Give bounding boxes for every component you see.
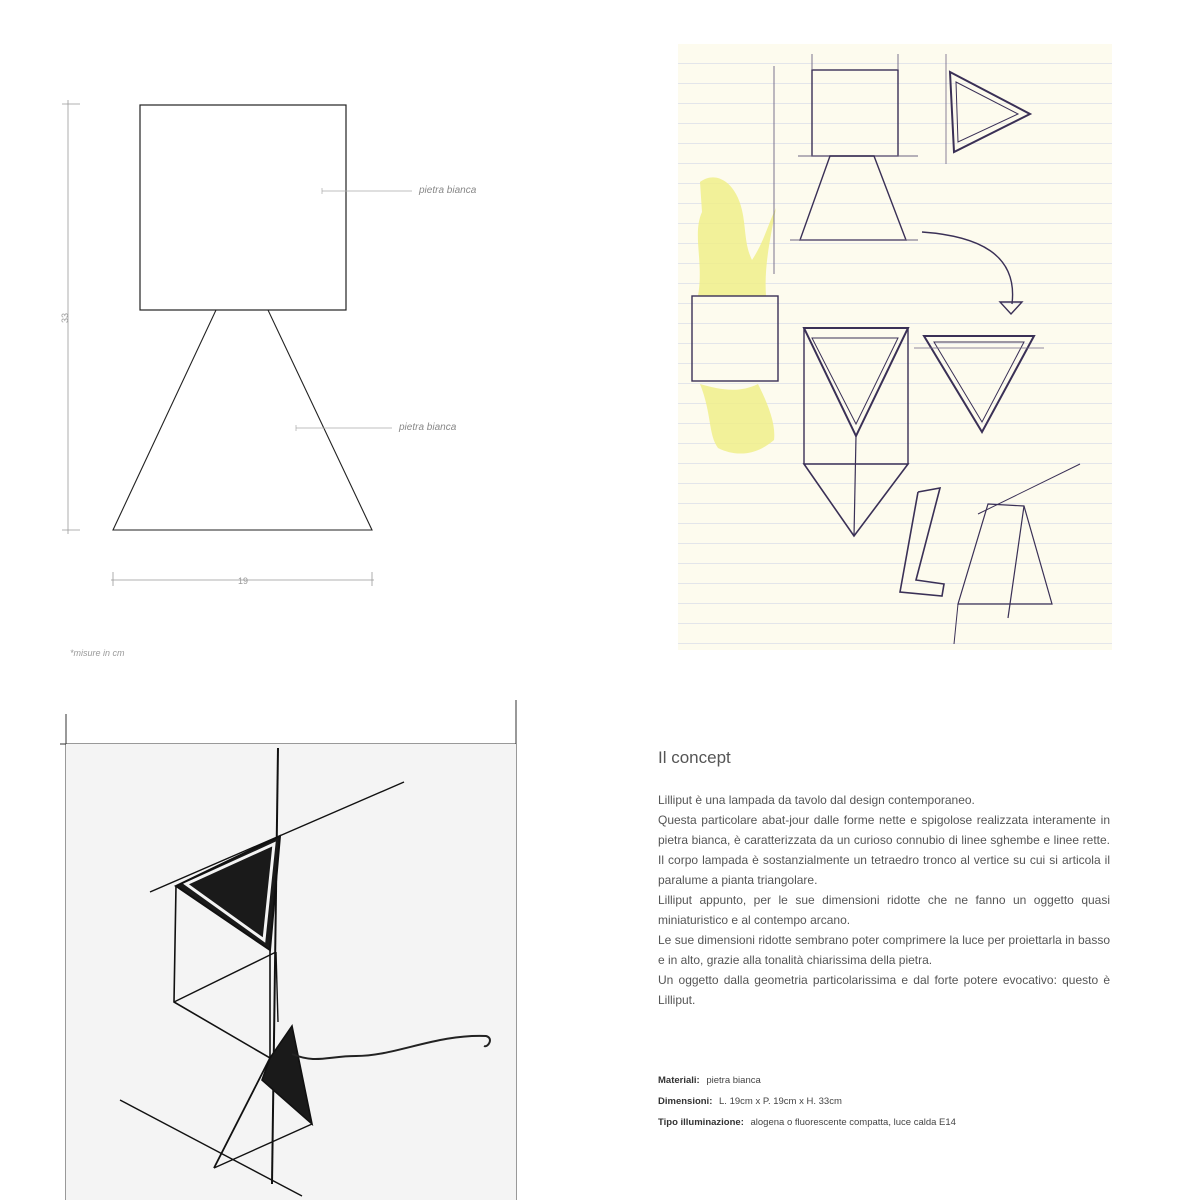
sketch-drawing xyxy=(678,44,1112,650)
spec-value: L. 19cm x P. 19cm x H. 33cm xyxy=(719,1096,842,1107)
spec-label: Tipo illuminazione: xyxy=(658,1117,744,1128)
concept-paragraph: Un oggetto dalla geometria particolarissima e dal forte potere evocativo: questo è Lilliput. xyxy=(658,973,1110,1007)
concept-paragraph: Questa particolare abat-jour dalle forme nette e spigolose realizzata interamente in pietra bianca, è caratterizzata da un curioso connubio di linee sghembe e linee rette. Il corpo lampada è sostanzialmente un tetraedro tronco al vertice su cui si articola il paralume a pianta triangolare. xyxy=(658,813,1110,887)
base-material-label: pietra bianca xyxy=(399,422,457,433)
lamp-body-outline xyxy=(113,310,372,530)
spec-value: pietra bianca xyxy=(706,1075,761,1086)
concept-title: Il concept xyxy=(658,748,731,767)
specs-list xyxy=(658,1070,1178,1133)
spec-label: Materiali: xyxy=(658,1075,700,1086)
spec-lighting xyxy=(658,1112,1178,1133)
concept-paragraph: Lilliput appunto, per le sue dimensioni ridotte che ne fanno un oggetto quasi miniaturistico e al contempo arcano. xyxy=(658,893,1110,927)
marker-sketch xyxy=(66,744,516,1200)
concept-paragraph: Lilliput è una lampada da tavolo dal design contemporaneo. xyxy=(658,793,975,807)
spec-label: Dimensioni: xyxy=(658,1096,713,1107)
measurement-note: *misure in cm xyxy=(70,648,125,658)
width-dimension-label: 19 xyxy=(238,576,249,586)
spec-materials xyxy=(658,1070,1178,1091)
spec-value: alogena o fluorescente compatta, luce calda E14 xyxy=(750,1117,956,1128)
lamp-elevation-drawing xyxy=(0,0,620,680)
perspective-sketch xyxy=(66,744,516,1200)
shade-material-label: pietra bianca xyxy=(419,185,477,196)
concept-paragraph: Le sue dimensioni ridotte sembrano poter comprimere la luce per proiettarla in basso e in alto, grazie alla tonalità chiarissima della pietra. xyxy=(658,933,1110,967)
notebook-sketch xyxy=(678,44,1112,650)
lampshade-outline xyxy=(140,105,346,310)
concept-body xyxy=(658,790,1110,1010)
height-dimension-label: 33 xyxy=(60,312,71,324)
technical-drawing xyxy=(0,0,620,680)
spec-dimensions xyxy=(658,1091,1178,1112)
